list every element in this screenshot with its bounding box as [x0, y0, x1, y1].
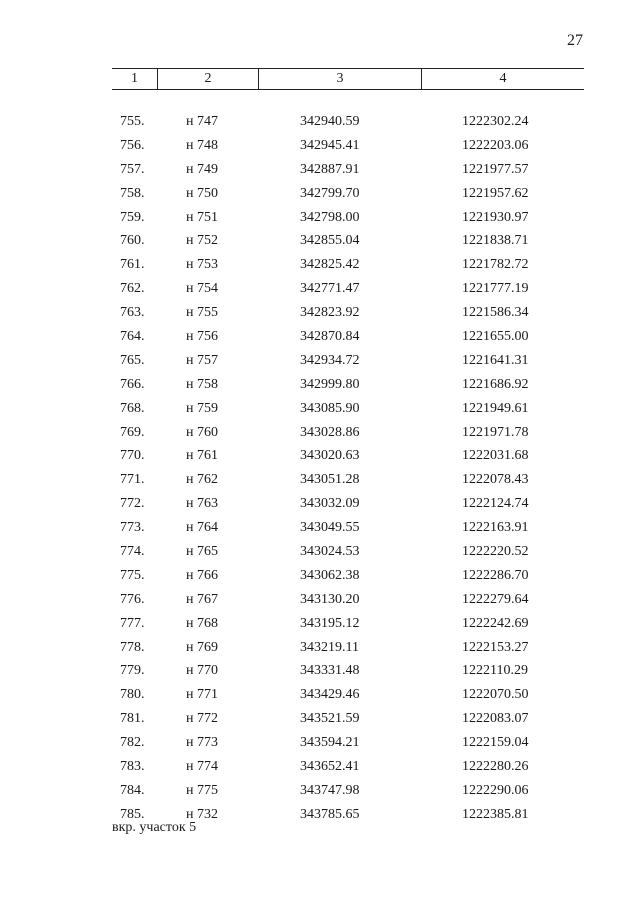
y-coordinate: 1222078.43: [462, 472, 529, 488]
row-number: 760.: [120, 233, 145, 249]
point-label: н 756: [186, 329, 218, 345]
table-row: [0, 303, 639, 327]
y-coordinate: 1221930.97: [462, 209, 529, 225]
x-coordinate: 343062.38: [300, 567, 360, 583]
table-row: [0, 709, 639, 733]
point-label: н 767: [186, 591, 218, 607]
x-coordinate: 342825.42: [300, 257, 360, 273]
row-number: 762.: [120, 281, 145, 297]
x-coordinate: 342945.41: [300, 137, 360, 153]
x-coordinate: 342798.00: [300, 209, 360, 225]
y-coordinate: 1222124.74: [462, 496, 529, 512]
x-coordinate: 343051.28: [300, 472, 360, 488]
table-row: [0, 518, 639, 542]
y-coordinate: 1221686.92: [462, 376, 529, 392]
point-label: н 748: [186, 137, 218, 153]
x-coordinate: 342771.47: [300, 281, 360, 297]
y-coordinate: 1222070.50: [462, 687, 529, 703]
table-row: [0, 661, 639, 685]
page-number: 27: [567, 32, 583, 49]
point-label: н 771: [186, 687, 218, 703]
y-coordinate: 1221586.34: [462, 305, 529, 321]
y-coordinate: 1222159.04: [462, 735, 529, 751]
point-label: н 754: [186, 281, 218, 297]
table-row: [0, 136, 639, 160]
row-number: 775.: [120, 567, 145, 583]
table-row: [0, 566, 639, 590]
row-number: 770.: [120, 448, 145, 464]
point-label: н 775: [186, 782, 218, 798]
y-coordinate: 1222031.68: [462, 448, 529, 464]
row-number: 776.: [120, 591, 145, 607]
x-coordinate: 343085.90: [300, 400, 360, 416]
row-number: 781.: [120, 711, 145, 727]
x-coordinate: 342940.59: [300, 114, 360, 129]
table-row: [0, 590, 639, 614]
y-coordinate: 1222286.70: [462, 567, 529, 583]
y-coordinate: 1221655.00: [462, 329, 529, 345]
table-row: [0, 614, 639, 638]
y-coordinate: 1222290.06: [462, 782, 529, 798]
table-row: [0, 733, 639, 757]
table-row: [0, 638, 639, 662]
column-header-3: 3: [258, 69, 421, 89]
y-coordinate: 1222110.29: [462, 663, 528, 679]
table-row: [0, 279, 639, 303]
table-row: [0, 685, 639, 709]
table-row: [0, 184, 639, 208]
row-number: 774.: [120, 544, 145, 560]
row-number: 773.: [120, 520, 145, 536]
table-row: [0, 423, 639, 447]
x-coordinate: 342799.70: [300, 185, 360, 201]
y-coordinate: 1222203.06: [462, 137, 529, 153]
point-label: н 749: [186, 161, 218, 177]
point-label: н 773: [186, 735, 218, 751]
x-coordinate: 343594.21: [300, 735, 360, 751]
y-coordinate: 1222302.24: [462, 114, 529, 129]
y-coordinate: 1221641.31: [462, 352, 529, 368]
table-row: [0, 757, 639, 781]
y-coordinate: 1221838.71: [462, 233, 529, 249]
point-label: н 750: [186, 185, 218, 201]
point-label: н 755: [186, 305, 218, 321]
point-label: н 752: [186, 233, 218, 249]
x-coordinate: 342823.92: [300, 305, 360, 321]
table-row: [0, 399, 639, 423]
x-coordinate: 343429.46: [300, 687, 360, 703]
row-number: 785.: [120, 806, 145, 822]
point-label: н 747: [186, 114, 218, 129]
x-coordinate: 343219.11: [300, 639, 359, 655]
x-coordinate: 342855.04: [300, 233, 360, 249]
point-label: н 764: [186, 520, 218, 536]
y-coordinate: 1222280.26: [462, 759, 529, 775]
row-number: 766.: [120, 376, 145, 392]
table-row: [0, 255, 639, 279]
column-header-1: 1: [131, 71, 138, 86]
row-number: 768.: [120, 400, 145, 416]
table-row: [0, 375, 639, 399]
point-label: н 761: [186, 448, 218, 464]
x-coordinate: 343652.41: [300, 759, 360, 775]
point-label: н 768: [186, 615, 218, 631]
point-label: н 758: [186, 376, 218, 392]
point-label: н 757: [186, 352, 218, 368]
x-coordinate: 343195.12: [300, 615, 360, 631]
row-number: 777.: [120, 615, 145, 631]
x-coordinate: 343130.20: [300, 591, 360, 607]
row-number: 761.: [120, 257, 145, 273]
footer-note: вкр. участок 5: [112, 820, 197, 835]
point-label: н 732: [186, 806, 218, 822]
x-coordinate: 342887.91: [300, 161, 360, 177]
x-coordinate: 343024.53: [300, 544, 360, 560]
row-number: 758.: [120, 185, 145, 201]
row-number: 778.: [120, 639, 145, 655]
row-number: 784.: [120, 782, 145, 798]
row-number: 759.: [120, 209, 145, 225]
row-number: 763.: [120, 305, 145, 321]
x-coordinate: 343785.65: [300, 806, 360, 822]
point-label: н 765: [186, 544, 218, 560]
y-coordinate: 1221971.78: [462, 424, 529, 440]
table-row: [0, 781, 639, 805]
row-number: 783.: [120, 759, 145, 775]
table-row: [0, 160, 639, 184]
point-label: н 762: [186, 472, 218, 488]
point-label: н 760: [186, 424, 218, 440]
row-number: 764.: [120, 329, 145, 345]
point-label: н 769: [186, 639, 218, 655]
table-row: [0, 542, 639, 566]
y-coordinate: 1222163.91: [462, 520, 529, 536]
row-number: 772.: [120, 496, 145, 512]
x-coordinate: 343020.63: [300, 448, 360, 464]
y-coordinate: 1222220.52: [462, 544, 529, 560]
x-coordinate: 343747.98: [300, 782, 360, 798]
row-number: 755.: [120, 114, 145, 129]
row-number: 779.: [120, 663, 145, 679]
x-coordinate: 343028.86: [300, 424, 360, 440]
point-label: н 772: [186, 711, 218, 727]
point-label: н 751: [186, 209, 218, 225]
point-label: н 770: [186, 663, 218, 679]
point-label: н 753: [186, 257, 218, 273]
table-row: [0, 208, 639, 232]
x-coordinate: 342934.72: [300, 352, 360, 368]
y-coordinate: 1221977.57: [462, 161, 529, 177]
x-coordinate: 342870.84: [300, 329, 360, 345]
table-row: [0, 351, 639, 375]
table-row: [0, 470, 639, 494]
row-number: 765.: [120, 352, 145, 368]
y-coordinate: 1221777.19: [462, 281, 529, 297]
table-row: [0, 446, 639, 470]
row-number: 769.: [120, 424, 145, 440]
x-coordinate: 343049.55: [300, 520, 360, 536]
column-header-4: 4: [421, 69, 584, 89]
x-coordinate: 342999.80: [300, 376, 360, 392]
x-coordinate: 343331.48: [300, 663, 360, 679]
table-row: [0, 231, 639, 255]
row-number: 757.: [120, 161, 145, 177]
y-coordinate: 1222083.07: [462, 711, 529, 727]
row-number: 780.: [120, 687, 145, 703]
y-coordinate: 1222279.64: [462, 591, 529, 607]
column-header-2: 2: [157, 69, 258, 89]
x-coordinate: 343521.59: [300, 711, 360, 727]
y-coordinate: 1221949.61: [462, 400, 529, 416]
y-coordinate: 1222385.81: [462, 806, 529, 822]
y-coordinate: 1222153.27: [462, 639, 529, 655]
y-coordinate: 1222242.69: [462, 615, 529, 631]
column-header-row: [112, 68, 584, 90]
point-label: н 763: [186, 496, 218, 512]
row-number: 756.: [120, 137, 145, 153]
y-coordinate: 1221782.72: [462, 257, 529, 273]
table-row: [0, 327, 639, 351]
row-number: 771.: [120, 472, 145, 488]
point-label: н 766: [186, 567, 218, 583]
x-coordinate: 343032.09: [300, 496, 360, 512]
coordinate-table-body: [0, 112, 639, 829]
row-number: 782.: [120, 735, 145, 751]
point-label: н 759: [186, 400, 218, 416]
table-row: [0, 805, 639, 829]
point-label: н 774: [186, 759, 218, 775]
y-coordinate: 1221957.62: [462, 185, 529, 201]
table-row: [0, 494, 639, 518]
table-row: [0, 112, 639, 136]
